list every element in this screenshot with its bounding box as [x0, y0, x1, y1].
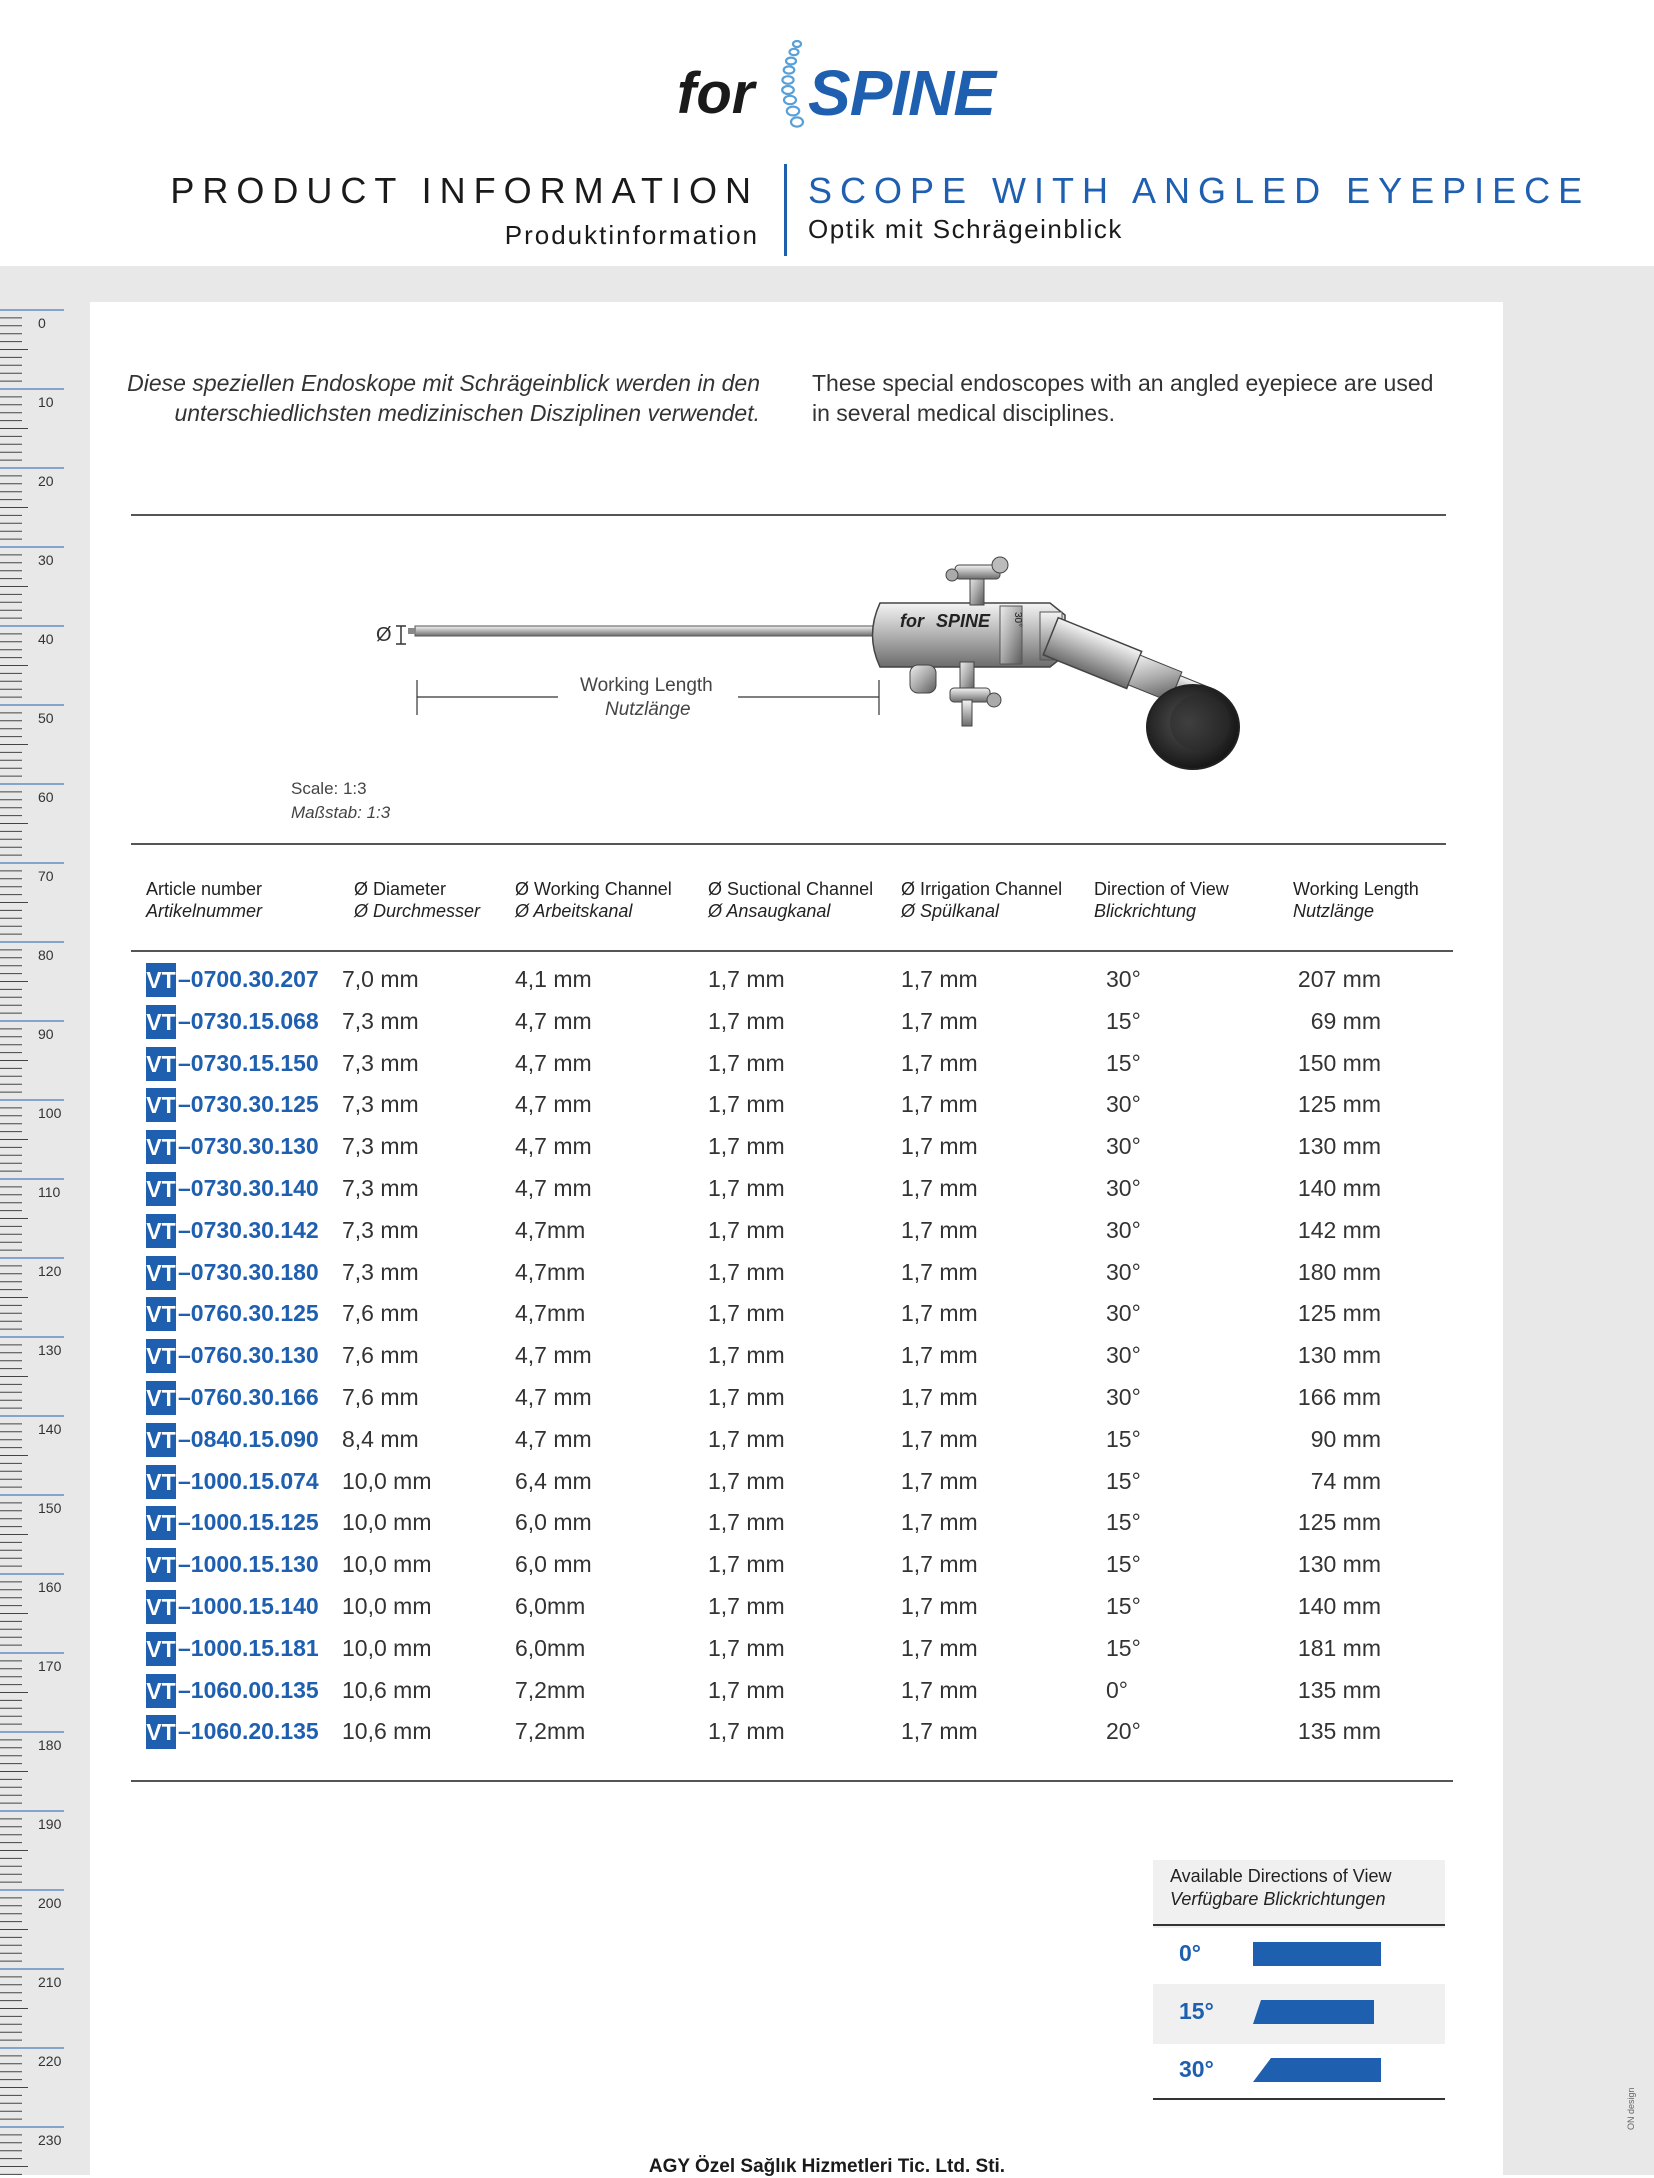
cell-article-number: –0840.15.090 [178, 1425, 319, 1452]
cell-diameter: 7,3 mm [342, 1258, 419, 1285]
ruler-label: 220 [38, 2053, 62, 2069]
direction-label: 0° [1179, 1940, 1201, 1966]
cell-working-channel: 4,1 mm [515, 966, 592, 992]
cell-suctional-channel: 1,7 mm [708, 1133, 785, 1160]
cell-irrigation-channel: 1,7 mm [901, 1258, 978, 1285]
product-name-title: SCOPE WITH ANGLED EYEPIECE [808, 170, 1591, 211]
cell-working-length: 207 mm [1297, 966, 1381, 992]
cell-diameter: 7,6 mm [342, 1300, 419, 1327]
cell-direction-of-view: 15° [1106, 1007, 1141, 1034]
table-row [0, 1259, 1654, 1301]
cell-suctional-channel: 1,7 mm [708, 1258, 785, 1285]
cell-working-channel: 4,7 mm [515, 1384, 592, 1410]
cell-working-length: 90 mm [1310, 1425, 1381, 1452]
diameter-symbol: Ø [376, 624, 392, 646]
cell-working-channel: 7,2mm [515, 1718, 586, 1745]
cell-diameter: 10,0 mm [342, 1634, 432, 1661]
cell-direction-of-view: 0° [1106, 1676, 1128, 1703]
cell-working-channel: 4,7 mm [515, 1175, 592, 1201]
article-prefix-badge: VT [146, 1423, 176, 1457]
cell-direction-of-view: 15° [1106, 1551, 1141, 1578]
logo-for-text: for [677, 61, 755, 126]
table-row [0, 1342, 1654, 1384]
cell-irrigation-channel: 1,7 mm [901, 1049, 978, 1076]
cell-article-number: –0730.15.150 [178, 1049, 319, 1076]
cell-working-length: 125 mm [1297, 1300, 1381, 1327]
cell-working-length: 180 mm [1297, 1258, 1381, 1285]
cell-diameter: 7,6 mm [342, 1384, 419, 1410]
cell-working-channel: 6,0mm [515, 1593, 586, 1619]
cell-working-channel: 6,0mm [515, 1634, 586, 1661]
cell-diameter: 10,0 mm [342, 1593, 432, 1619]
article-prefix-badge: VT [146, 1674, 176, 1708]
article-prefix-badge: VT [146, 1715, 176, 1749]
header-de: Artikelnummer [146, 901, 263, 921]
table-row [0, 1175, 1654, 1217]
cell-article-number: –0730.30.142 [178, 1216, 319, 1243]
cell-working-length: 140 mm [1297, 1175, 1381, 1201]
header-article-number [146, 878, 262, 922]
cell-suctional-channel: 1,7 mm [708, 1342, 785, 1369]
cell-diameter: 8,4 mm [342, 1425, 419, 1452]
table-row [0, 1551, 1654, 1593]
cell-suctional-channel: 1,7 mm [708, 1425, 785, 1452]
header-en: Direction of View [1094, 879, 1229, 899]
product-name-subtitle: Optik mit Schrägeinblick [808, 214, 1123, 244]
table-row [0, 1593, 1654, 1635]
header-direction-of-view [1094, 878, 1229, 922]
article-prefix-badge: VT [146, 1214, 176, 1248]
cell-article-number: –0760.30.125 [178, 1300, 319, 1327]
cell-working-channel: 6,4 mm [515, 1467, 592, 1494]
cell-irrigation-channel: 1,7 mm [901, 1384, 978, 1410]
divider-line [131, 514, 1446, 516]
cell-diameter: 7,0 mm [342, 966, 419, 992]
cell-working-channel: 4,7 mm [515, 1133, 592, 1160]
cell-direction-of-view: 30° [1106, 966, 1141, 992]
page-header [0, 0, 1654, 266]
article-prefix-badge: VT [146, 1088, 176, 1122]
article-prefix-badge: VT [146, 1047, 176, 1081]
table-row [0, 1008, 1654, 1050]
article-prefix-badge: VT [146, 1256, 176, 1290]
table-row [0, 1091, 1654, 1133]
ruler-label: 50 [38, 710, 54, 726]
ruler-label: 110 [38, 1184, 61, 1200]
scale-label: Scale: 1:3 [291, 779, 367, 798]
cell-suctional-channel: 1,7 mm [708, 1634, 785, 1661]
header-suctional-channel [708, 878, 873, 922]
cell-working-channel: 4,7 mm [515, 1425, 592, 1452]
cell-direction-of-view: 20° [1106, 1718, 1141, 1745]
cell-working-length: 166 mm [1297, 1384, 1381, 1410]
cell-direction-of-view: 30° [1106, 1384, 1141, 1410]
cell-working-length: 130 mm [1297, 1133, 1381, 1160]
ruler-label: 230 [38, 2132, 62, 2148]
cell-direction-of-view: 30° [1106, 1175, 1141, 1201]
table-row [0, 1217, 1654, 1259]
cell-irrigation-channel: 1,7 mm [901, 1509, 978, 1536]
ruler-label: 40 [38, 631, 54, 647]
direction-0-icon [1253, 1940, 1383, 1968]
cell-article-number: –1060.20.135 [178, 1718, 319, 1745]
header-en: Ø Diameter [354, 879, 447, 899]
cell-working-length: 130 mm [1297, 1342, 1381, 1369]
cell-irrigation-channel: 1,7 mm [901, 966, 978, 992]
ruler-label: 70 [38, 868, 54, 884]
header-de: Blickrichtung [1094, 901, 1197, 921]
cell-direction-of-view: 15° [1106, 1425, 1141, 1452]
header-en: Working Length [1293, 879, 1419, 899]
cell-working-channel: 6,0 mm [515, 1509, 592, 1536]
scale-label-de: Maßstab: 1:3 [291, 803, 391, 822]
ruler-label: 30 [38, 552, 54, 568]
cell-working-channel: 4,7mm [515, 1300, 586, 1327]
ruler-label: 130 [38, 1342, 62, 1358]
ruler-label: 210 [38, 1974, 62, 1990]
forspine-logo [675, 38, 1025, 130]
table-row [0, 1300, 1654, 1342]
table-bottom-divider [131, 1780, 1453, 1782]
article-prefix-badge: VT [146, 1590, 176, 1624]
cell-article-number: –0700.30.207 [178, 966, 319, 992]
product-information-subtitle: Produktinformation [504, 220, 759, 250]
scope-illustration [360, 540, 1240, 780]
cell-irrigation-channel: 1,7 mm [901, 1467, 978, 1494]
cell-direction-of-view: 15° [1106, 1634, 1141, 1661]
cell-article-number: –0730.30.140 [178, 1175, 319, 1201]
cell-suctional-channel: 1,7 mm [708, 966, 785, 992]
cell-working-length: 140 mm [1297, 1593, 1381, 1619]
directions-bottom-divider [1153, 2098, 1445, 2100]
direction-row-15 [1153, 1986, 1445, 2042]
cell-irrigation-channel: 1,7 mm [901, 1007, 978, 1034]
cell-irrigation-channel: 1,7 mm [901, 1342, 978, 1369]
cell-diameter: 7,3 mm [342, 1007, 419, 1034]
cell-direction-of-view: 15° [1106, 1049, 1141, 1076]
table-header-divider [131, 950, 1453, 952]
header-en: Article number [146, 879, 263, 899]
cell-irrigation-channel: 1,7 mm [901, 1593, 978, 1619]
ruler-label: 150 [38, 1500, 62, 1516]
table-row [0, 1468, 1654, 1510]
cell-working-channel: 4,7mm [515, 1216, 586, 1243]
divider-line [131, 843, 1446, 845]
cell-suctional-channel: 1,7 mm [708, 1551, 785, 1578]
cell-irrigation-channel: 1,7 mm [901, 1718, 978, 1745]
cell-article-number: –0760.30.130 [178, 1342, 319, 1369]
cell-working-length: 135 mm [1297, 1676, 1381, 1703]
cell-irrigation-channel: 1,7 mm [901, 1216, 978, 1243]
cell-working-length: 150 mm [1297, 1049, 1381, 1076]
cell-article-number: –0730.30.125 [178, 1091, 319, 1118]
cell-diameter: 7,3 mm [342, 1175, 419, 1201]
cell-working-channel: 4,7 mm [515, 1342, 592, 1369]
cell-irrigation-channel: 1,7 mm [901, 1425, 978, 1452]
cell-diameter: 10,0 mm [342, 1509, 432, 1536]
cell-working-channel: 4,7 mm [515, 1049, 592, 1076]
cell-irrigation-channel: 1,7 mm [901, 1300, 978, 1327]
cell-diameter: 7,3 mm [342, 1133, 419, 1160]
cell-article-number: –1000.15.125 [178, 1509, 319, 1536]
article-prefix-badge: VT [146, 1172, 176, 1206]
directions-title-de: Verfügbare Blickrichtungen [1170, 1889, 1386, 1909]
cell-suctional-channel: 1,7 mm [708, 1718, 785, 1745]
table-row [0, 1384, 1654, 1426]
cell-suctional-channel: 1,7 mm [708, 1300, 785, 1327]
cell-working-length: 125 mm [1297, 1509, 1381, 1536]
company-footer: AGY Özel Sağlık Hizmetleri Tic. Ltd. Sti. [648, 2156, 1006, 2177]
cell-direction-of-view: 30° [1106, 1258, 1141, 1285]
cell-working-length: 135 mm [1297, 1718, 1381, 1745]
ruler-label: 120 [38, 1263, 62, 1279]
ruler-label: 0 [38, 315, 46, 331]
table-row [0, 1718, 1654, 1760]
cell-article-number: –0730.30.180 [178, 1258, 319, 1285]
cell-working-length: 74 mm [1310, 1467, 1381, 1494]
ruler-label: 180 [38, 1737, 62, 1753]
table-row [0, 1133, 1654, 1175]
ruler-label: 100 [38, 1105, 62, 1121]
article-prefix-badge: VT [146, 1548, 176, 1582]
ruler-label: 10 [38, 394, 54, 410]
cell-working-channel: 4,7 mm [515, 1091, 592, 1118]
cell-direction-of-view: 30° [1106, 1216, 1141, 1243]
cell-diameter: 10,6 mm [342, 1718, 432, 1745]
cell-working-channel: 4,7mm [515, 1258, 586, 1285]
cell-article-number: –1000.15.074 [178, 1467, 319, 1494]
article-prefix-badge: VT [146, 1506, 176, 1540]
ruler-label: 200 [38, 1895, 62, 1911]
cell-working-channel: 7,2mm [515, 1676, 586, 1703]
cell-working-length: 69 mm [1310, 1007, 1381, 1034]
cell-diameter: 7,3 mm [342, 1049, 419, 1076]
cell-article-number: –0760.30.166 [178, 1384, 319, 1410]
ruler-label: 20 [38, 473, 54, 489]
cell-direction-of-view: 30° [1106, 1133, 1141, 1160]
cell-article-number: –1000.15.181 [178, 1634, 319, 1661]
table-row [0, 1050, 1654, 1092]
cell-diameter: 10,6 mm [342, 1676, 432, 1703]
article-prefix-badge: VT [146, 1339, 176, 1373]
working-length-label: Working Length [580, 675, 713, 696]
cell-direction-of-view: 30° [1106, 1091, 1141, 1118]
logo-spine-text: SPINE [808, 57, 996, 129]
cell-suctional-channel: 1,7 mm [708, 1049, 785, 1076]
cell-suctional-channel: 1,7 mm [708, 1467, 785, 1494]
cell-diameter: 7,3 mm [342, 1091, 419, 1118]
article-prefix-badge: VT [146, 1465, 176, 1499]
cell-suctional-channel: 1,7 mm [708, 1216, 785, 1243]
header-divider [784, 164, 787, 256]
direction-label: 30° [1179, 2056, 1214, 2082]
ruler-label: 170 [38, 1658, 62, 1674]
cell-article-number: –0730.30.130 [178, 1133, 319, 1160]
cell-article-number: –1000.15.140 [178, 1593, 319, 1619]
article-prefix-badge: VT [146, 1297, 176, 1331]
ruler-label: 140 [38, 1421, 62, 1437]
table-row [0, 1426, 1654, 1468]
cell-irrigation-channel: 1,7 mm [901, 1634, 978, 1661]
ruler-label: 80 [38, 947, 54, 963]
cell-irrigation-channel: 1,7 mm [901, 1676, 978, 1703]
cell-working-length: 142 mm [1297, 1216, 1381, 1243]
ruler-label: 190 [38, 1816, 62, 1832]
intro-text-german: Diese speziellen Endoskope mit Schrägeinblick werden in den unterschiedlichsten medizinischen Disziplinen verwendet. [127, 370, 760, 426]
cell-diameter: 10,0 mm [342, 1467, 432, 1494]
scope-logo-spine: SPINE [936, 611, 991, 631]
ruler-label: 160 [38, 1579, 62, 1595]
article-prefix-badge: VT [146, 1130, 176, 1164]
intro-text-english: These special endoscopes with an angled eyepiece are used in several medical disciplines. [812, 370, 1434, 426]
cell-direction-of-view: 15° [1106, 1593, 1141, 1619]
header-irrigation-channel [901, 878, 1062, 922]
header-en: Ø Suctional Channel [708, 879, 874, 899]
cell-suctional-channel: 1,7 mm [708, 1007, 785, 1034]
cell-direction-of-view: 30° [1106, 1342, 1141, 1369]
working-length-label-de: Nutzlänge [605, 699, 691, 720]
header-diameter [354, 878, 480, 922]
cell-suctional-channel: 1,7 mm [708, 1676, 785, 1703]
cell-diameter: 10,0 mm [342, 1551, 432, 1578]
header-en: Ø Irrigation Channel [901, 879, 1063, 899]
header-de: Ø Arbeitskanal [515, 901, 633, 921]
header-de: Ø Ansaugkanal [708, 901, 831, 921]
direction-30-icon [1253, 2056, 1383, 2084]
cell-direction-of-view: 15° [1106, 1467, 1141, 1494]
table-row [0, 1677, 1654, 1719]
scope-logo-for: for [900, 611, 924, 631]
cell-diameter: 7,6 mm [342, 1342, 419, 1369]
product-information-title: PRODUCT INFORMATION [170, 170, 759, 211]
article-prefix-badge: VT [146, 1381, 176, 1415]
cell-irrigation-channel: 1,7 mm [901, 1175, 978, 1201]
header-en: Ø Working Channel [515, 879, 672, 899]
article-prefix-badge: VT [146, 963, 176, 997]
cell-suctional-channel: 1,7 mm [708, 1384, 785, 1410]
cell-article-number: –1060.00.135 [178, 1676, 319, 1703]
direction-row-0 [1153, 1928, 1445, 1984]
header-de: Nutzlänge [1293, 901, 1375, 921]
cell-irrigation-channel: 1,7 mm [901, 1551, 978, 1578]
header-working-channel [515, 878, 672, 922]
cell-direction-of-view: 30° [1106, 1300, 1141, 1327]
header-de: Ø Durchmesser [354, 901, 481, 921]
direction-label: 15° [1179, 1998, 1214, 2024]
cell-suctional-channel: 1,7 mm [708, 1175, 785, 1201]
cell-working-length: 181 mm [1297, 1634, 1381, 1661]
header-de: Ø Spülkanal [901, 901, 1000, 921]
cell-working-channel: 4,7 mm [515, 1007, 592, 1034]
direction-row-30 [1153, 2044, 1445, 2100]
cell-irrigation-channel: 1,7 mm [901, 1133, 978, 1160]
cell-article-number: –1000.15.130 [178, 1551, 319, 1578]
table-row [0, 966, 1654, 1008]
cell-working-channel: 6,0 mm [515, 1551, 592, 1578]
cell-suctional-channel: 1,7 mm [708, 1593, 785, 1619]
table-row [0, 1635, 1654, 1677]
scope-angle-label: 30° [1012, 612, 1023, 628]
table-row [0, 1509, 1654, 1551]
directions-title: Available Directions of View [1170, 1866, 1392, 1886]
cell-direction-of-view: 15° [1106, 1509, 1141, 1536]
directions-divider [1153, 1924, 1445, 1926]
cell-working-length: 125 mm [1297, 1091, 1381, 1118]
cell-diameter: 7,3 mm [342, 1216, 419, 1243]
header-working-length [1293, 878, 1419, 922]
cell-irrigation-channel: 1,7 mm [901, 1091, 978, 1118]
cell-suctional-channel: 1,7 mm [708, 1091, 785, 1118]
cell-suctional-channel: 1,7 mm [708, 1509, 785, 1536]
ruler-label: 90 [38, 1026, 54, 1042]
article-prefix-badge: VT [146, 1005, 176, 1039]
direction-15-icon [1253, 1998, 1383, 2026]
ruler-label: 60 [38, 789, 54, 805]
cell-article-number: –0730.15.068 [178, 1007, 319, 1034]
article-prefix-badge: VT [146, 1632, 176, 1666]
side-credit: ON design [1626, 2087, 1636, 2130]
cell-working-length: 130 mm [1297, 1551, 1381, 1578]
